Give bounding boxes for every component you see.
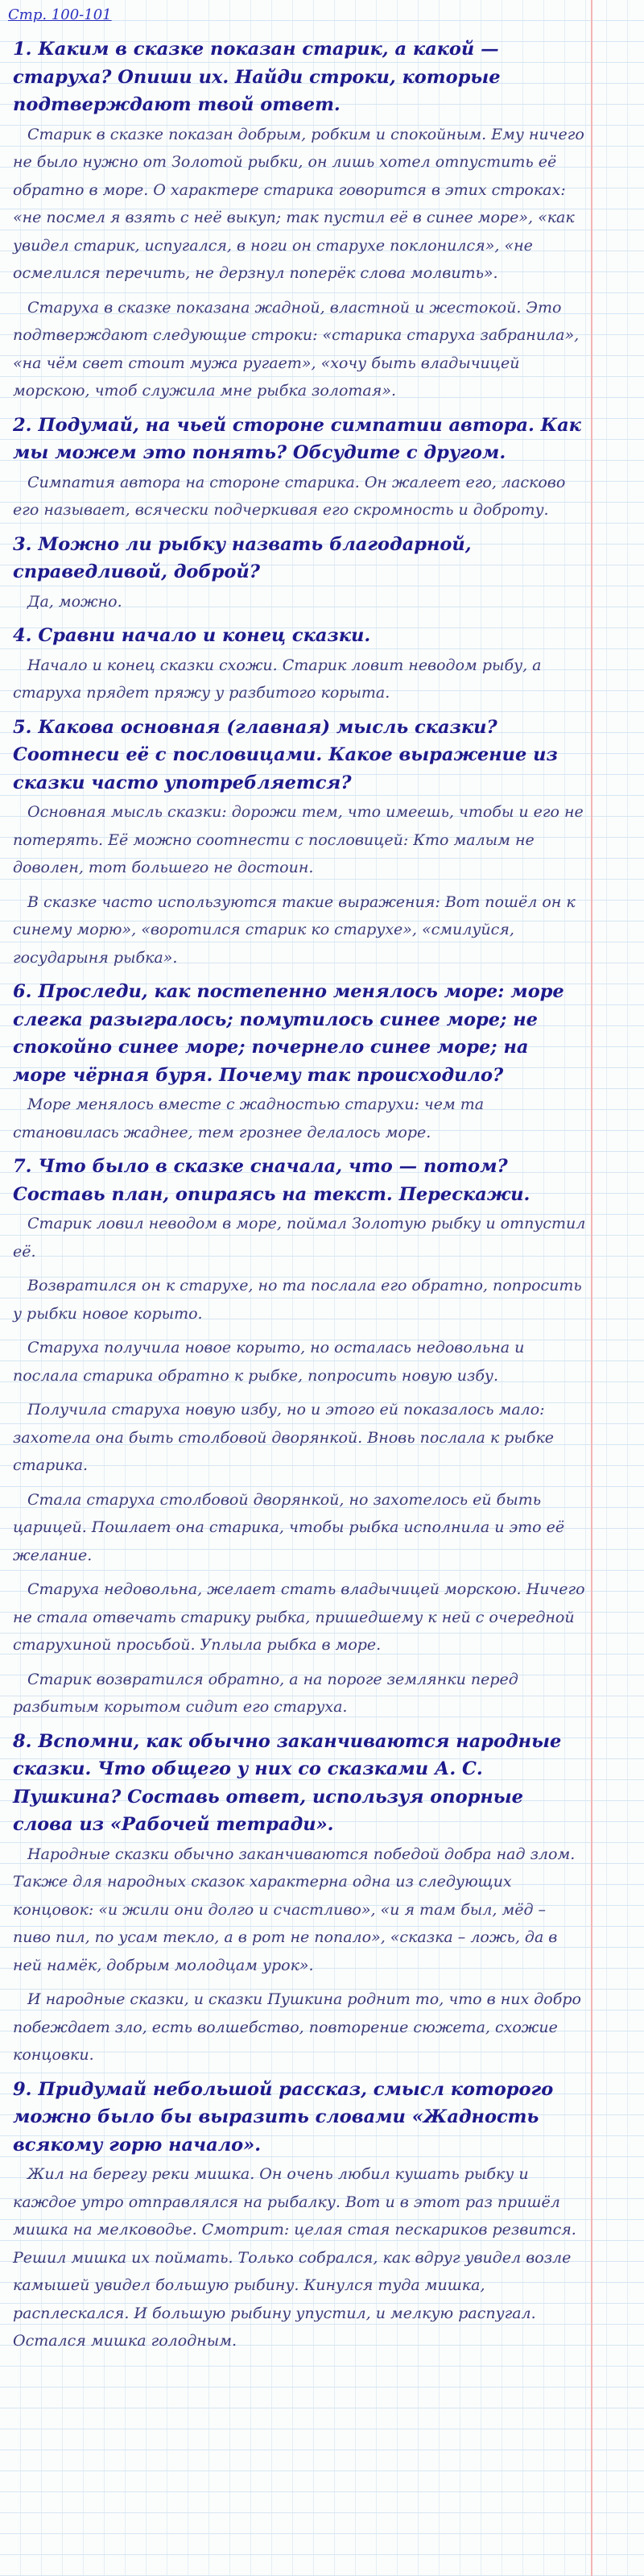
answer-6-1: Море менялось вместе с жадностью старухи: чем та становилась жаднее, тем грознее делалось море.	[13, 1095, 485, 1141]
answer-7-3: Старуха получила новое корыто, но осталась недовольна и послала старика обратно к рыбке, попросить новую избу.	[13, 1339, 525, 1385]
answer-7-7: Старик возвратился обратно, а на пороге землянки перед разбитым корытом сидит его старуха.	[13, 1670, 518, 1716]
question-2: 2. Подумай, на чьей стороне симпатии автора. Как мы можем это понять? Обсудите с другом.	[13, 414, 581, 463]
answer-7-1: Старик ловил неводом в море, поймал Золотую рыбку и отпустил её.	[13, 1215, 586, 1261]
answer-3-1: Да, можно.	[27, 592, 122, 611]
question-7: 7. Что было в сказке сначала, что — потом? Составь план, опираясь на текст. Перескажи.	[13, 1156, 530, 1205]
question-1: 1. Каким в сказке показан старик, а какой — старуха? Опиши их. Найди строки, которые подтверждают твой ответ.	[13, 39, 501, 115]
question-4: 4. Сравни начало и конец сказки.	[13, 625, 371, 646]
answer-7-4: Получила старуха новую избу, но и этого ей показалось мало: захотела она быть столбовой дворянкой. Вновь послала к рыбке старика.	[13, 1401, 555, 1474]
answer-8-1: Народные сказки обычно заканчиваются победой добра над злом. Также для народных сказок характерна одна из следующих концовок: «и жили они долго и счастливо», «и я там был, мёд – пиво пил, по усам текло, а в рот не попало», «сказка – ложь, да в ней намёк, добрым молодцам урок».	[13, 1845, 576, 1974]
answer-8-2: И народные сказки, и сказки Пушкина роднит то, что в них добро побеждает зло, есть волшебство, повторение сюжета, схожие концовки.	[13, 1990, 581, 2064]
answer-2-1: Симпатия автора на стороне старика. Он жалеет его, ласково его называет, всячески подчеркивая его скромность и доброту.	[13, 473, 566, 519]
answer-4-1: Начало и конец сказки схожи. Старик ловит неводом рыбу, а старуха прядет пряжу у разбитого корыта.	[13, 656, 542, 702]
answer-5-1: Основная мысль сказки: дорожи тем, что имеешь, чтобы и его не потерять. Её можно соотнести с пословицей: Кто малым не доволен, тот большего не достоин.	[13, 803, 584, 876]
question-9: 9. Придумай небольшой рассказ, смысл которого можно было бы выразить словами «Жадность всякому горю начало».	[13, 2078, 554, 2156]
question-3: 3. Можно ли рыбку назвать благодарной, справедливой, доброй?	[13, 533, 472, 582]
question-6: 6. Проследи, как постепенно менялось море: море слегка разыгралось; помутилось синее море; не спокойно синее море; почернело синее море; на море чёрная буря. Почему так происходило?	[13, 981, 564, 1086]
answer-7-6: Старуха недовольна, желает стать владычицей морскою. Ничего не стала отвечать старику рыбка, пришедшему к ней с очередной старухиной просьбой. Уплыла рыбка в море.	[13, 1580, 585, 1654]
answer-5-2: В сказке часто используются такие выражения: Вот пошёл он к синему морю», «воротился старик ко старухе», «смилуйся, государыня рыбка».	[13, 892, 576, 967]
answer-1-1: Старик в сказке показан добрым, робким и спокойным. Ему ничего не было нужно от Золотой рыбки, он лишь хотел отпустить её обратно в море. О характере старика говорится в этих строках: «не посмел я взять с неё выкуп; так пустил её в синее море», «как увидел старик, испугался, в ноги он старухе поклонился», «не осмелился перечить, не дерзнул поперёк слова молвить».	[13, 125, 584, 282]
answer-9-1: Жил на берегу реки мишка. Он очень любил кушать рыбку и каждое утро отправлялся на рыбалку. Вот и в этот раз пришёл мишка на мелководье. Смотрит: целая стая пескариков резвится. Решил мишка их поймать. Только собрался, как вдруг увидел возле камышей увидел большую рыбину. Кинулся туда мишка, расплескался. И большую рыбину упустил, и мелкую распугал. Остался мишка голодным.	[13, 2165, 576, 2350]
question-8: 8. Вспомни, как обычно заканчиваются народные сказки. Что общего у них со сказками А. С. Пушкина? Составь ответ, используя опорные слова из «Рабочей тетради».	[13, 1730, 562, 1835]
answer-7-2: Возвратился он к старухе, но та послала его обратно, попросить у рыбки новое корыто.	[13, 1277, 582, 1323]
page-title: Стр. 100-101	[8, 6, 112, 23]
question-5: 5. Какова основная (главная) мысль сказки? Соотнеси её с пословицами. Какое выражение из сказки часто употребляется?	[13, 716, 558, 793]
homework-content	[13, 35, 586, 2362]
answer-7-5: Стала старуха столбовой дворянкой, но захотелось ей быть царицей. Пошлает она старика, чтобы рыбка исполнила и это её желание.	[13, 1490, 565, 1564]
answer-1-2: Старуха в сказке показана жадной, властной и жестокой. Это подтверждают следующие строки: «старика старуха забранила», «на чём свет стоит мужа ругает», «хочу быть владычицей морскою, чтоб служила мне рыбка золотая».	[13, 298, 580, 400]
